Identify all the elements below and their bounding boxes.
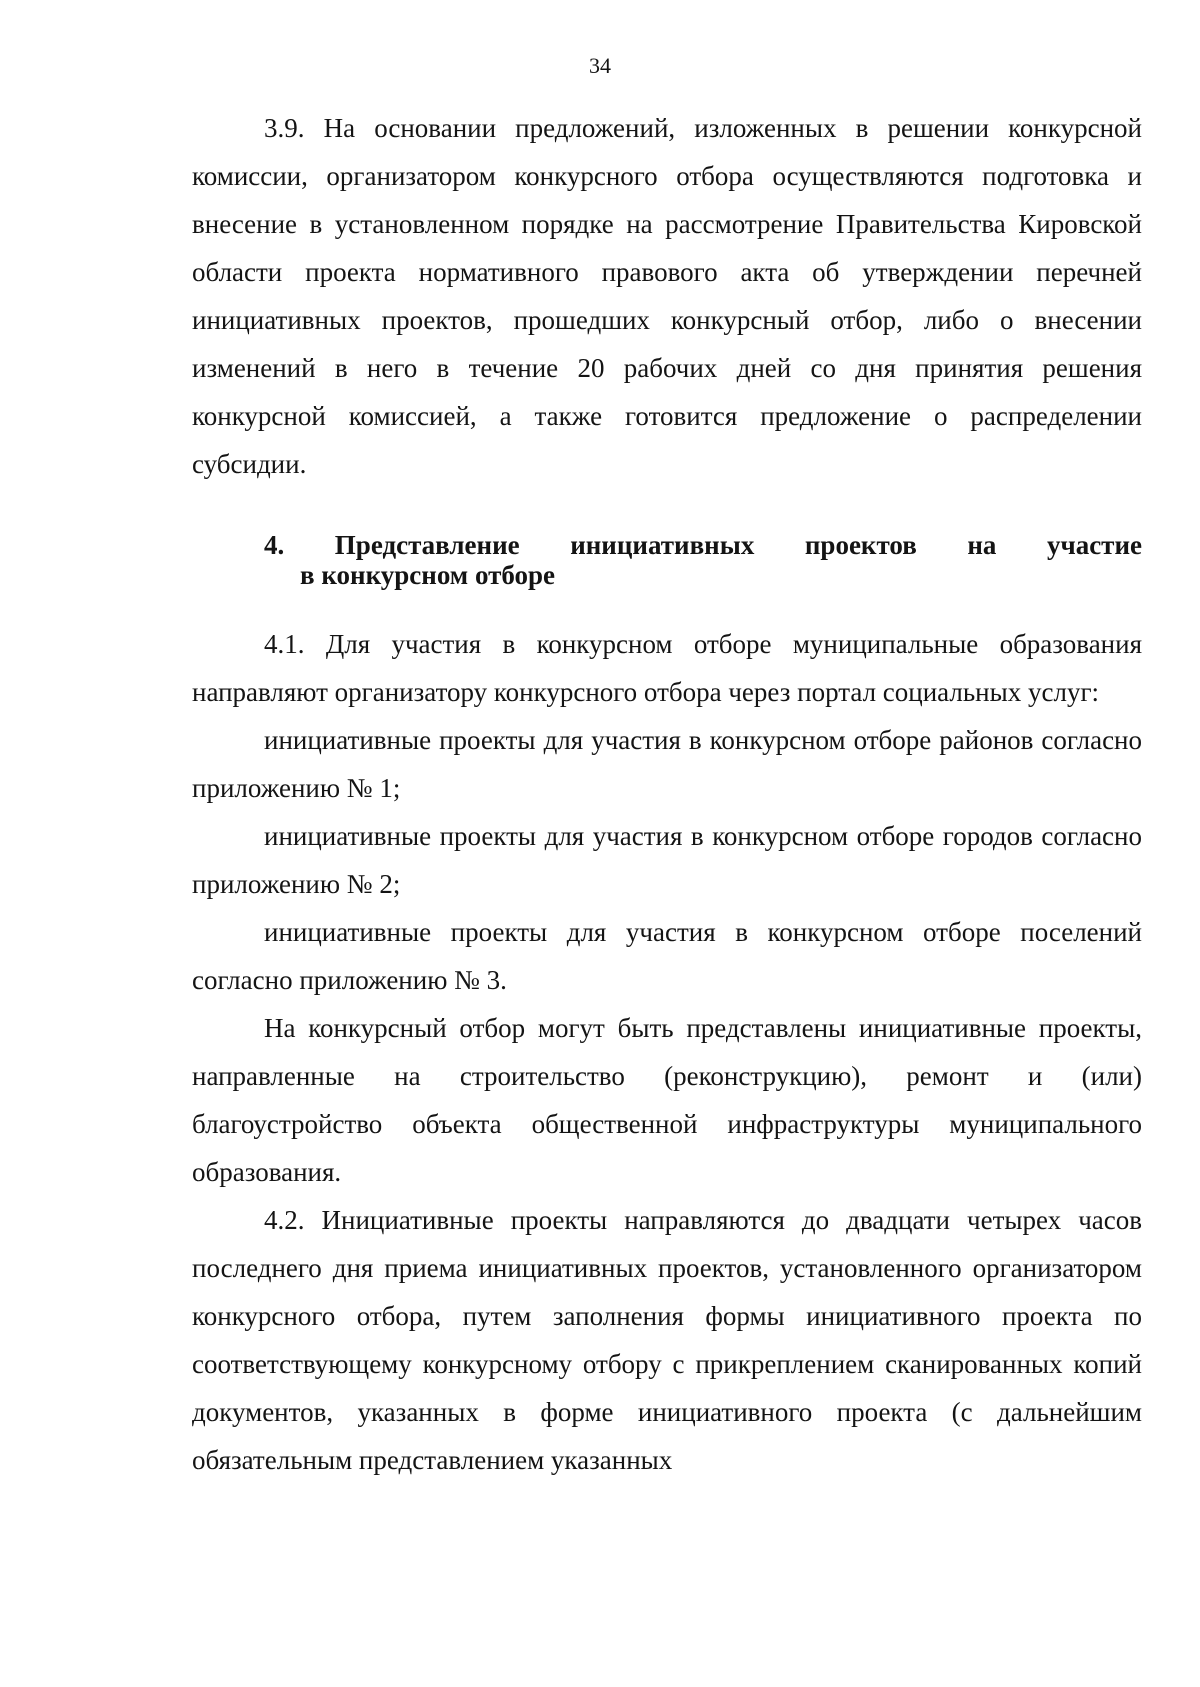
list-item-districts: инициативные проекты для участия в конкурсном отборе районов согласно приложению № 1;	[192, 725, 1142, 803]
section-heading-line-2: в конкурсном отборе	[300, 560, 555, 590]
list-item-cities: инициативные проекты для участия в конкурсном отборе городов согласно приложению № 2;	[192, 821, 1142, 899]
page-number: 34	[589, 53, 611, 78]
paragraph-3-9: 3.9. На основании предложений, изложенных в решении конкурсной комиссии, организатором конкурсного отбора осуществляются подготовка и внесение в установленном порядке на рассмотрение Правительства Кировской области проекта нормативного правового акта об утверждении перечней инициативных проектов, прошедших конкурсный отбор, либо о внесении изменений в него в течение 20 рабочих дней со дня принятия решения конкурсной комиссией, а также готовится предложение о распределении субсидии.	[192, 113, 1142, 479]
section-heading-line-1: 4. Представление инициативных проектов на участие	[264, 530, 1142, 560]
paragraph-4-2: 4.2. Инициативные проекты направляются до двадцати четырех часов последнего дня приема инициативных проектов, установленного организатором конкурсного отбора, путем заполнения формы инициативного проекта по соответствующему конкурсному отбору с прикреплением сканированных копий документов, указанных в форме инициативного проекта (с дальнейшим обязательным представлением указанных	[192, 1205, 1142, 1475]
paragraph-projects-scope: На конкурсный отбор могут быть представлены инициативные проекты, направленные на строительство (реконструкцию), ремонт и (или) благоустройство объекта общественной инфраструктуры муниципального образования.	[192, 1013, 1142, 1187]
paragraph-4-1: 4.1. Для участия в конкурсном отборе муниципальные образования направляют организатору конкурсного отбора через портал социальных услуг:	[192, 629, 1142, 707]
section-heading	[192, 530, 1142, 590]
list-item-settlements: инициативные проекты для участия в конкурсном отборе поселений согласно приложению № 3.	[192, 917, 1142, 995]
document-body	[192, 104, 1142, 1484]
